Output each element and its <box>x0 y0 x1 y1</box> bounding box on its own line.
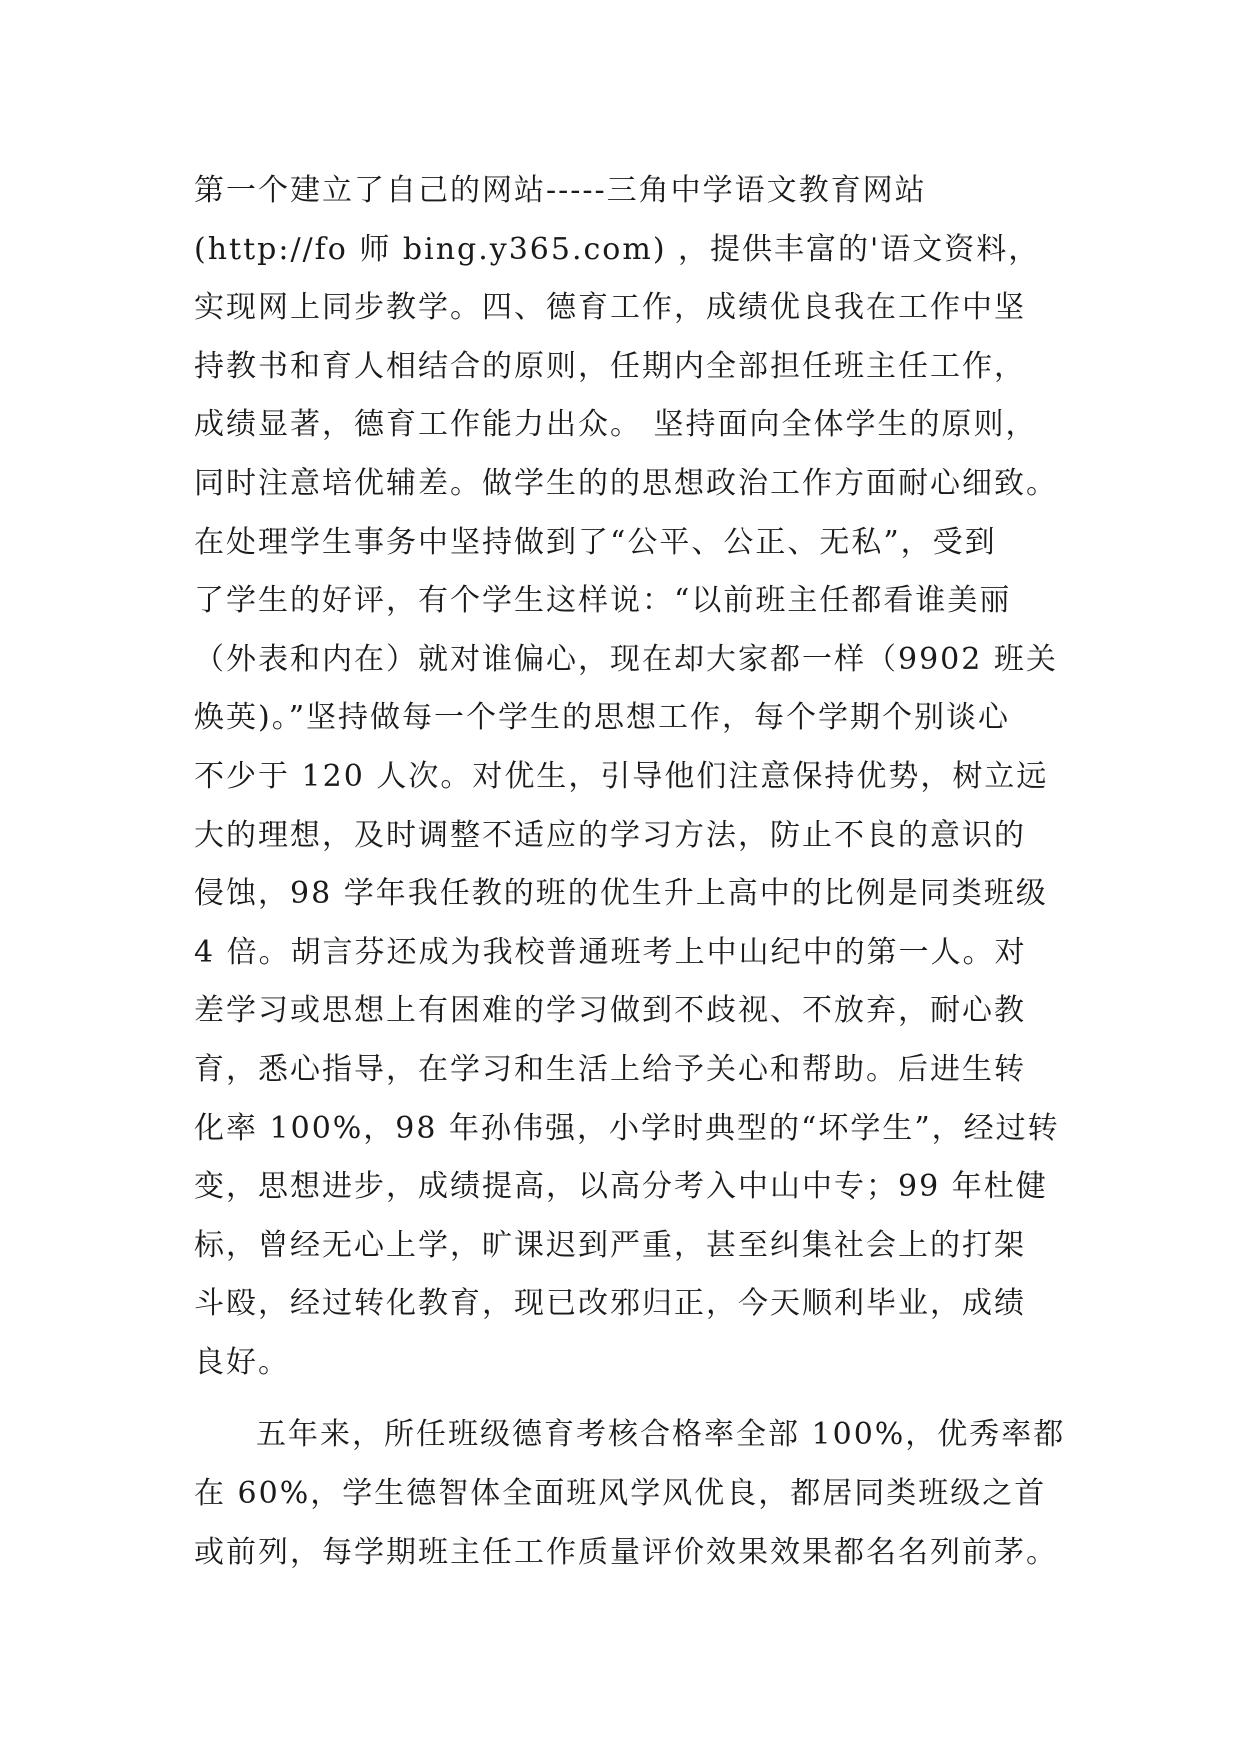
text-line: 焕英)。”坚持做每一个学生的思想工作，每个学期个别谈心 <box>194 700 1011 736</box>
text-line: 差学习或思想上有困难的学习做到不歧视、不放弃，耐心教 <box>194 993 1026 1029</box>
text-line: 在 60%，学生德智体全面班风学风优良，都居同类班级之首 <box>194 1476 1047 1512</box>
text-line: 斗殴，经过转化教育，现已改邪归正，今天顺利毕业，成绩 <box>194 1286 1026 1322</box>
text-line: （外表和内在）就对谁偏心，现在却大家都一样（9902 班关 <box>194 641 1058 677</box>
text-line: 实现网上同步教学。四、德育工作，成绩优良我在工作中坚 <box>194 290 1026 326</box>
text-line: 在处理学生事务中坚持做到了“公平、公正、无私”，受到 <box>194 524 997 560</box>
text-line: 育，悉心指导，在学习和生活上给予关心和帮助。后进生转 <box>194 1051 1026 1087</box>
text-line: 五年来，所任班级德育考核合格率全部 100%，优秀率都 <box>256 1417 1066 1453</box>
text-line: 持教书和育人相结合的原则，任期内全部担任班主任工作， <box>194 348 1026 384</box>
text-line: 侵蚀，98 学年我任教的班的优生升上高中的比例是同类班级 <box>194 876 1048 912</box>
text-line: 4 倍。胡言芬还成为我校普通班考上中山纪中的第一人。对 <box>194 934 1027 970</box>
text-line: 化率 100%，98 年孙伟强，小学时典型的“坏学生”，经过转 <box>194 1110 1060 1146</box>
text-line: 良好。 <box>194 1344 290 1380</box>
text-line: 大的理想，及时调整不适应的学习方法，防止不良的意识的 <box>194 817 1026 853</box>
text-line: 变，思想进步，成绩提高，以高分考入中山中专；99 年杜健 <box>194 1169 1048 1205</box>
text-line: 不少于 120 人次。对优生，引导他们注意保持优势，树立远 <box>194 758 1049 794</box>
text-line: 了学生的好评，有个学生这样说：“以前班主任都看谁美丽 <box>194 583 1012 619</box>
text-line: 成绩显著，德育工作能力出众。 坚持面向全体学生的原则， <box>194 407 1038 443</box>
text-line: 同时注意培优辅差。做学生的的思想政治工作方面耐心细致。 <box>194 465 1058 501</box>
text-line: 标，曾经无心上学，旷课迟到严重，甚至纠集社会上的打架 <box>194 1227 1026 1263</box>
text-line: (http://fo 师 bing.y365.com) ，提供丰富的'语文资料， <box>194 231 1041 267</box>
text-line: 第一个建立了自己的网站-----三角中学语文教育网站 <box>194 173 927 208</box>
paragraph-gap <box>194 1392 1054 1406</box>
document-body <box>194 162 1066 1582</box>
text-line: 或前列，每学期班主任工作质量评价效果效果都名名列前茅。 <box>194 1534 1058 1570</box>
